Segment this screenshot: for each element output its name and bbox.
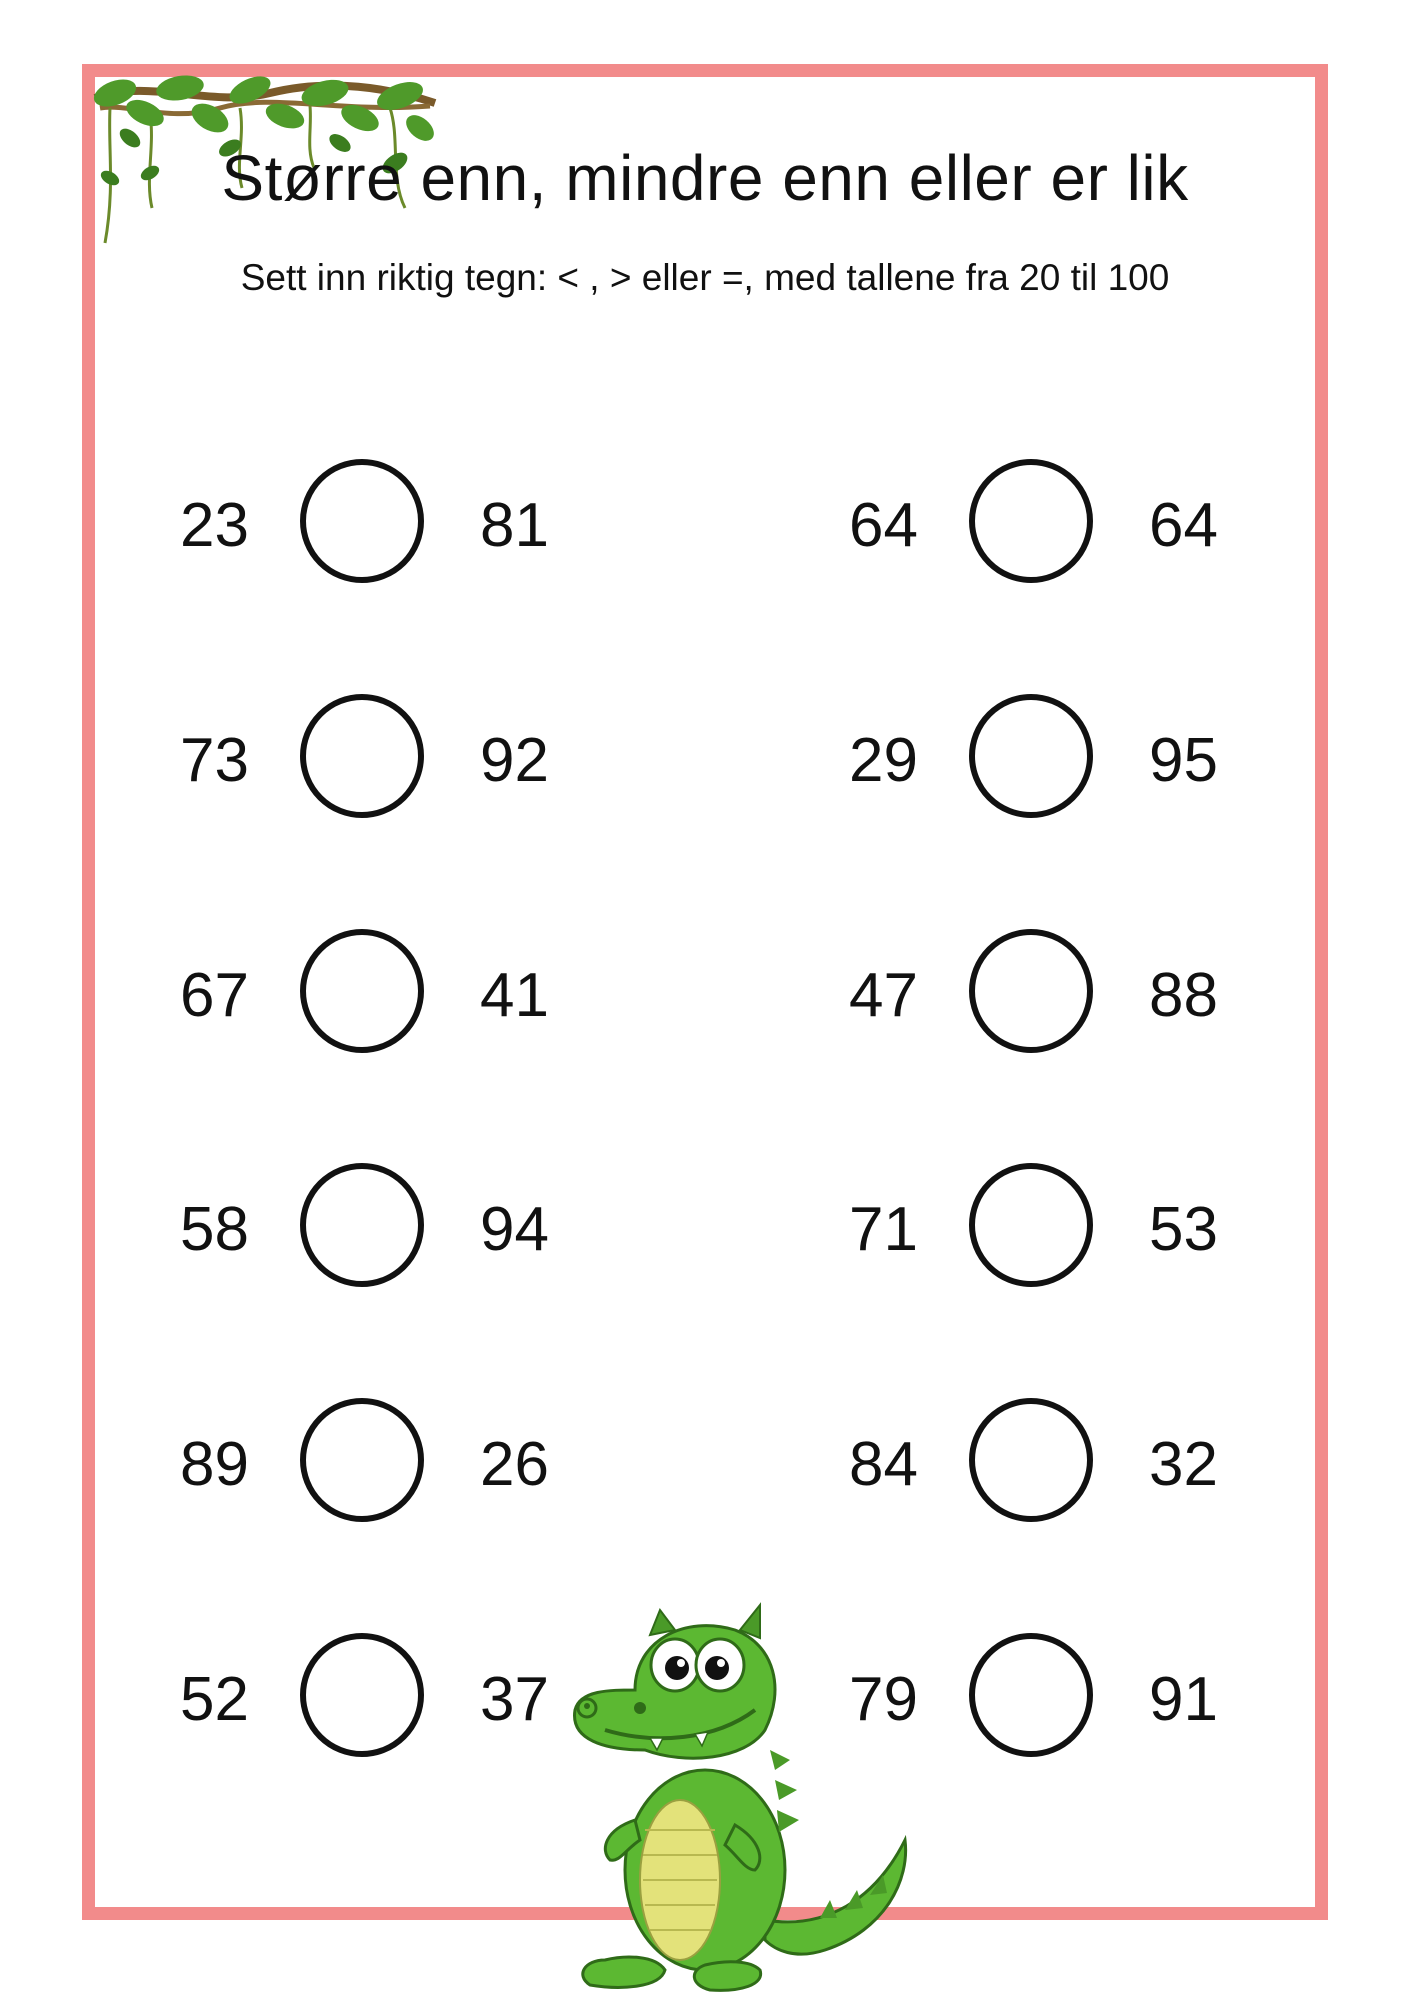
number-left: 84 [849, 1430, 918, 1499]
number-left: 52 [180, 1665, 249, 1734]
number-right: 26 [480, 1430, 549, 1499]
answer-circle[interactable] [969, 1398, 1093, 1522]
answer-circle[interactable] [300, 1633, 424, 1757]
page-title: Større enn, mindre enn eller er lik [221, 142, 1189, 214]
comparison-row [180, 929, 580, 1063]
crocodile-illustration [565, 1600, 925, 2000]
number-left: 67 [180, 961, 249, 1030]
number-right: 91 [1149, 1665, 1218, 1734]
comparison-row [849, 694, 1249, 828]
answer-circle[interactable] [300, 929, 424, 1053]
answer-circle[interactable] [300, 1163, 424, 1287]
answer-circle[interactable] [969, 1163, 1093, 1287]
answer-circle[interactable] [300, 459, 424, 583]
number-left: 73 [180, 726, 249, 795]
number-left: 29 [849, 726, 918, 795]
number-left: 58 [180, 1195, 249, 1264]
comparison-row [849, 459, 1249, 593]
number-right: 64 [1149, 491, 1218, 560]
answer-circle[interactable] [969, 459, 1093, 583]
number-right: 53 [1149, 1195, 1218, 1264]
comparison-row [180, 1163, 580, 1297]
number-left: 89 [180, 1430, 249, 1499]
number-left: 23 [180, 491, 249, 560]
number-left: 47 [849, 961, 918, 1030]
comparison-row [849, 929, 1249, 1063]
instructions: Sett inn riktig tegn: < , > eller =, med tallene fra 20 til 100 [240, 257, 1170, 298]
comparison-row [180, 1398, 580, 1532]
number-right: 37 [480, 1665, 549, 1734]
number-right: 95 [1149, 726, 1218, 795]
number-right: 81 [480, 491, 549, 560]
number-right: 94 [480, 1195, 549, 1264]
number-right: 92 [480, 726, 549, 795]
number-right: 41 [480, 961, 549, 1030]
answer-circle[interactable] [969, 1633, 1093, 1757]
comparison-row [849, 1398, 1249, 1532]
comparison-row [180, 1633, 580, 1767]
number-right: 88 [1149, 961, 1218, 1030]
answer-circle[interactable] [300, 1398, 424, 1522]
number-left: 71 [849, 1195, 918, 1264]
number-left: 79 [849, 1665, 918, 1734]
number-right: 32 [1149, 1430, 1218, 1499]
comparison-row [180, 694, 580, 828]
answer-circle[interactable] [300, 694, 424, 818]
answer-circle[interactable] [969, 694, 1093, 818]
comparison-row [849, 1163, 1249, 1297]
comparison-row [180, 459, 580, 593]
answer-circle[interactable] [969, 929, 1093, 1053]
number-left: 64 [849, 491, 918, 560]
